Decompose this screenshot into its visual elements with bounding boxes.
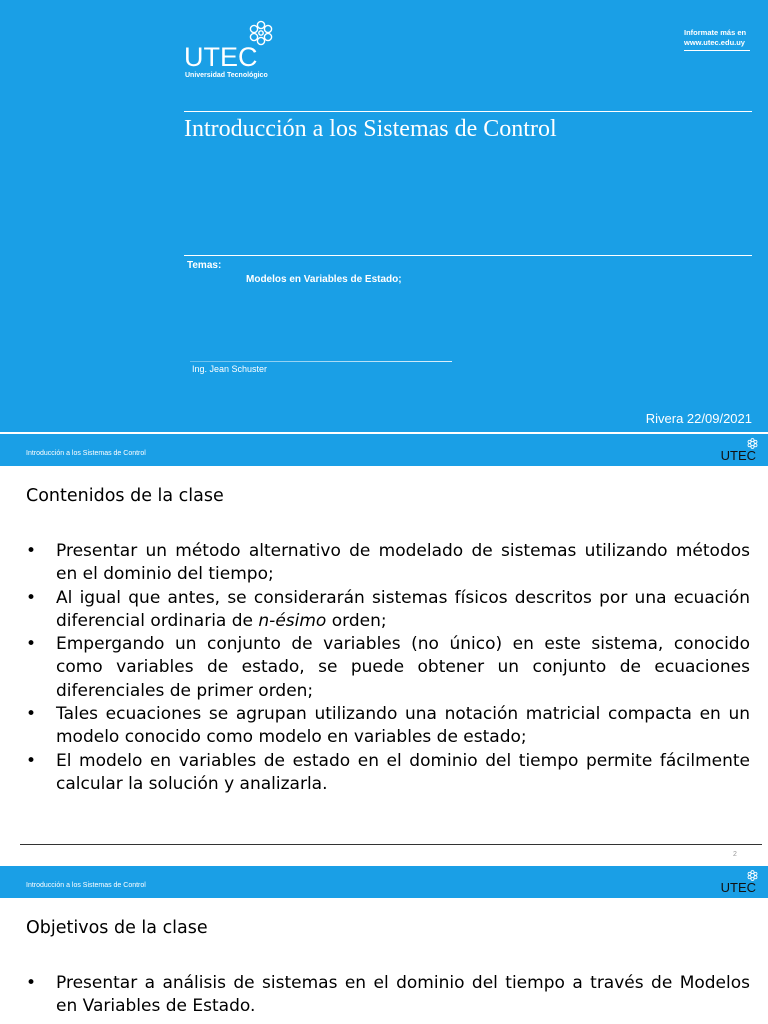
- title-top-rule: [184, 111, 752, 112]
- slide-bottom-rule: [20, 844, 762, 845]
- header-logo-text: UTEC: [720, 880, 756, 895]
- list-item: • El modelo en variables de estado en el dominio del tiempo permite fácilmente calcular la solución y analizarla.: [26, 750, 750, 794]
- info-url: www.utec.edu.uy: [684, 38, 745, 47]
- header-logo: [708, 438, 758, 464]
- author-rule: [190, 361, 452, 362]
- contenidos-list: [26, 540, 750, 796]
- header-course: Introducción a los Sistemas de Control: [26, 882, 146, 889]
- list-item: • Tales ecuaciones se agrupan utilizando una notación matricial compacta en un modelo conocido como modelo en variables de estado;: [26, 704, 750, 748]
- temas-rule: [184, 255, 752, 256]
- header-logo: [708, 870, 758, 896]
- contenidos-title: Contenidos de la clase: [26, 486, 224, 506]
- list-item: • Presentar un método alternativo de modelado de sistemas utilizando métodos en el dominio del tiempo;: [26, 541, 750, 585]
- logo-subtitle: Universidad Tecnológico: [185, 72, 268, 79]
- objetivos-list: [26, 972, 750, 1019]
- list-item: • Empergando un conjunto de variables (no único) en este sistema, conocido como variables de estado, se puede obtener un conjunto de ecuaciones diferenciales de primer orden;: [26, 634, 750, 701]
- utec-logo: [184, 20, 304, 82]
- info-box: [684, 28, 746, 48]
- temas-item: Modelos en Variables de Estado;: [246, 274, 402, 285]
- page-number: 2: [733, 851, 737, 858]
- slide-header: [0, 866, 768, 898]
- header-course: Introducción a los Sistemas de Control: [26, 450, 146, 457]
- slide-header: [0, 434, 768, 466]
- logo-text: UTEC: [184, 42, 258, 72]
- info-divider: [684, 50, 750, 51]
- info-line: Informate más en: [684, 28, 747, 37]
- header-logo-text: UTEC: [720, 448, 756, 463]
- list-item: • Al igual que antes, se considerarán sistemas físicos descritos por una ecuación diferencial ordinaria de n-ésimo orden;: [26, 587, 750, 631]
- temas-label: Temas:: [187, 260, 222, 271]
- objetivos-title: Objetivos de la clase: [26, 918, 208, 938]
- list-item: • Presentar a análisis de sistemas en el dominio del tiempo a través de Modelos en Variables de Estado.: [26, 973, 750, 1017]
- author-name: Ing. Jean Schuster: [192, 364, 268, 374]
- presentation-title: Introducción a los Sistemas de Control: [184, 116, 557, 142]
- title-slide: [0, 0, 768, 432]
- presentation-date: Rivera 22/09/2021: [645, 411, 752, 426]
